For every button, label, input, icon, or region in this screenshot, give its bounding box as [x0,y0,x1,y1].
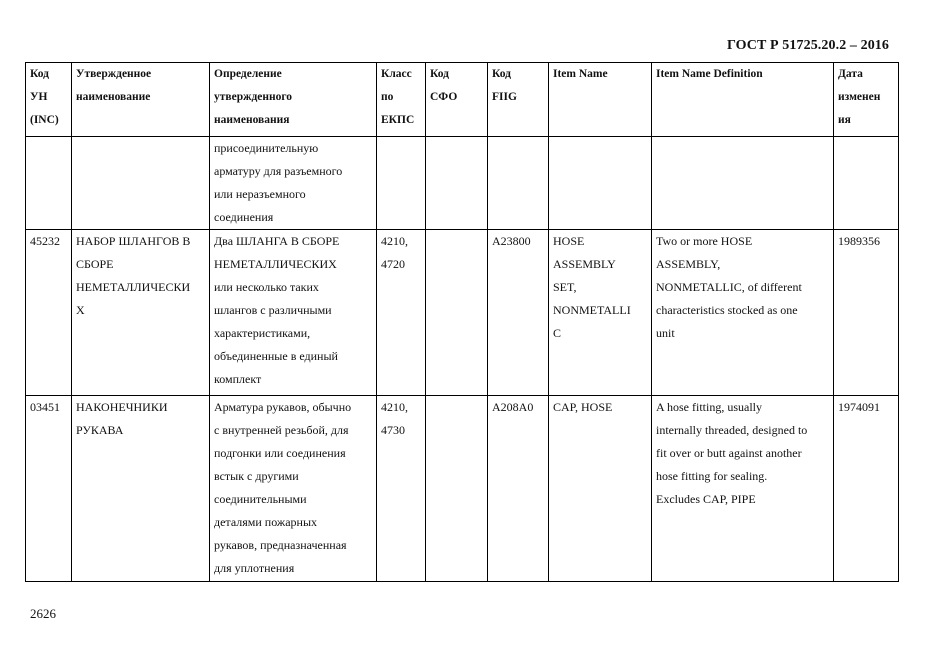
header-row [26,63,899,137]
cell-name-definition [210,137,377,230]
column-header-fiig-code [488,63,549,137]
column-header-text: Item Name [553,68,608,80]
cell-text-line: подгонки или соединения [214,446,346,460]
cell-text-line: hose fitting for sealing. [656,469,768,483]
column-header-text: утвержденного [214,91,293,103]
cell-text-line: СБОРЕ [76,257,114,271]
table-row [26,396,899,582]
cell-text-line: объединенные в единый [214,349,338,363]
column-header-approved-name [72,63,210,137]
column-header-text: Класс [381,68,412,80]
cell-text-line: HOSE [553,234,585,248]
cell-text-line: НАКОНЕЧНИКИ [76,400,168,414]
column-header-text: Код [492,68,512,80]
cell-text-line: NONMETALLI [553,303,631,317]
cell-change-date [834,396,899,582]
cell-text-line: комплект [214,372,262,386]
cell-approved-name [72,230,210,396]
cell-text-line: A23800 [492,234,531,248]
column-header-text: по [381,91,394,103]
page-number: 2626 [30,606,56,621]
column-header-text: ия [838,114,851,126]
cell-fiig-code [488,137,549,230]
column-header-text: наименование [76,91,151,103]
cell-item-name [549,137,652,230]
cell-approved-name [72,396,210,582]
cell-text-line: 03451 [30,400,60,414]
cell-text-line: 45232 [30,234,60,248]
cell-sfo-code [426,137,488,230]
cell-text-line: арматуру для разъемного [214,164,343,178]
cell-text-line: ASSEMBLY, [656,257,721,271]
cell-class [377,137,426,230]
cell-text-line: НАБОР ШЛАНГОВ В [76,234,191,248]
cell-text-line: CAP, HOSE [553,400,613,414]
cell-text-line: РУКАВА [76,423,124,437]
cell-text-line: 1989356 [838,234,880,248]
column-header-text: СФО [430,91,458,103]
classification-table [25,62,899,582]
cell-text-line: для уплотнения [214,561,295,575]
cell-text-line: соединения [214,210,274,224]
column-header-name-definition [210,63,377,137]
cell-item-name-definition [652,137,834,230]
cell-text-line: рукавов, предназначенная [214,538,347,552]
cell-class [377,230,426,396]
column-header-text: Дата [838,68,863,80]
cell-text-line: fit over or butt against another [656,446,802,460]
cell-text-line: соединительными [214,492,307,506]
column-header-change-date [834,63,899,137]
cell-text-line: встык с другими [214,469,299,483]
cell-text-line: C [553,326,562,340]
cell-text-line: 4720 [381,257,405,271]
column-header-item-name [549,63,652,137]
cell-text-line: 4210, [381,400,408,414]
cell-change-date [834,137,899,230]
cell-item-name [549,230,652,396]
cell-text-line: шлангов с различными [214,303,332,317]
cell-text-line: Х [76,303,85,317]
cell-text-line: ASSEMBLY [553,257,616,271]
column-header-text: УН [30,91,48,103]
cell-item-name [549,396,652,582]
table-row [26,230,899,396]
cell-text-line: A208A0 [492,400,534,414]
cell-name-definition [210,230,377,396]
cell-item-name-definition [652,230,834,396]
column-header-class [377,63,426,137]
cell-approved-name [72,137,210,230]
cell-text-line: с внутренней резьбой, для [214,423,349,437]
cell-text-line: Two or more HOSE [656,234,753,248]
cell-text-line: или неразъемного [214,187,306,201]
standard-designation: ГОСТ Р 51725.20.2 – 2016 [726,38,889,53]
column-header-item-name-definition [652,63,834,137]
cell-name-definition [210,396,377,582]
cell-inc-code [26,396,72,582]
cell-item-name-definition [652,396,834,582]
cell-text-line: НЕМЕТАЛЛИЧЕСКИХ [214,257,337,271]
cell-change-date [834,230,899,396]
column-header-text: изменен [838,91,881,103]
column-header-sfo-code [426,63,488,137]
column-header-text: Утвержденное [76,68,152,80]
table-row [26,137,899,230]
column-header-text: (INC) [30,114,59,126]
cell-sfo-code [426,230,488,396]
cell-fiig-code [488,396,549,582]
cell-text-line: characteristics stocked as one [656,303,798,317]
cell-text-line: или несколько таких [214,280,319,294]
cell-text-line: 1974091 [838,400,880,414]
cell-class [377,396,426,582]
cell-text-line: характеристиками, [214,326,311,340]
cell-text-line: деталями пожарных [214,515,318,529]
column-header-inc-code [26,63,72,137]
column-header-text: FIIG [492,91,517,103]
table-header [26,63,899,137]
column-header-text: наименования [214,114,290,126]
cell-sfo-code [426,396,488,582]
column-header-text: Код [30,68,50,80]
column-header-text: Код [430,68,450,80]
cell-text-line: 4210, [381,234,408,248]
cell-text-line: НЕМЕТАЛЛИЧЕСКИ [76,280,191,294]
cell-text-line: 4730 [381,423,405,437]
table-body [26,137,899,582]
column-header-text: Item Name Definition [656,68,763,80]
cell-text-line: Два ШЛАНГА В СБОРЕ [214,234,340,248]
cell-fiig-code [488,230,549,396]
cell-inc-code [26,137,72,230]
cell-text-line: internally threaded, designed to [656,423,808,437]
cell-inc-code [26,230,72,396]
cell-text-line: NONMETALLIC, of different [656,280,802,294]
cell-text-line: присоединительную [214,141,319,155]
column-header-text: Определение [214,68,282,80]
column-header-text: ЕКПС [381,114,415,126]
cell-text-line: A hose fitting, usually [656,400,762,414]
cell-text-line: Арматура рукавов, обычно [214,400,352,414]
cell-text-line: unit [656,326,675,340]
cell-text-line: SET, [553,280,577,294]
cell-text-line: Excludes CAP, PIPE [656,492,756,506]
